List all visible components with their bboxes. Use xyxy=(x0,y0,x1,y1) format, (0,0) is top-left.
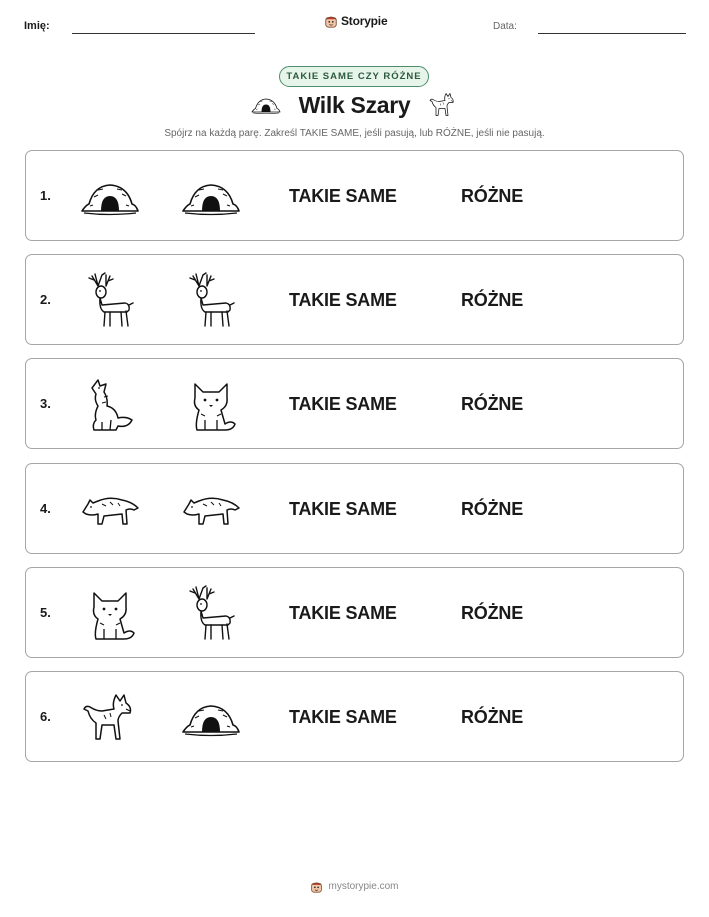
option-same[interactable]: TAKIE SAME xyxy=(289,603,397,623)
date-label: Data: xyxy=(493,21,517,32)
deer-icon xyxy=(181,585,241,643)
pair-row xyxy=(25,358,684,449)
date-field-line[interactable] xyxy=(538,33,686,34)
option-same[interactable]: TAKIE SAME xyxy=(289,499,397,519)
prowling-wolf-icon xyxy=(181,481,241,539)
brand-logo xyxy=(324,14,387,28)
pair-row xyxy=(25,463,684,554)
den-icon xyxy=(80,168,140,226)
pair-number: 2. xyxy=(40,292,51,307)
worksheet-header xyxy=(0,0,709,50)
storypie-logo-icon xyxy=(324,14,338,28)
howling-wolf-icon xyxy=(80,376,140,434)
option-different[interactable]: RÓŻNE xyxy=(461,707,524,727)
pair-row xyxy=(25,671,684,762)
option-different[interactable]: RÓŻNE xyxy=(461,394,524,414)
page-title: Wilk Szary xyxy=(298,91,411,118)
den-icon xyxy=(181,168,241,226)
storypie-logo-icon xyxy=(310,880,323,893)
option-different[interactable]: RÓŻNE xyxy=(461,290,524,310)
pair-number: 1. xyxy=(40,188,51,203)
option-same[interactable]: TAKIE SAME xyxy=(289,186,397,206)
brand-name: Storypie xyxy=(341,14,388,28)
name-field-line[interactable] xyxy=(72,33,255,34)
den-icon xyxy=(251,95,281,115)
footer-url: mystorypie.com xyxy=(328,881,399,892)
pair-row xyxy=(25,254,684,345)
option-same[interactable]: TAKIE SAME xyxy=(289,290,397,310)
pair-row xyxy=(25,567,684,658)
sitting-wolf-icon xyxy=(181,376,241,434)
deer-icon xyxy=(80,272,140,330)
name-label: Imię: xyxy=(24,20,50,32)
instructions: Spójrz na każdą parę. Zakreśl TAKIE SAME, jeśli pasują, lub RÓŻNE, jeśli nie pasują. xyxy=(164,128,545,139)
pair-number: 3. xyxy=(40,396,51,411)
option-different[interactable]: RÓŻNE xyxy=(461,499,524,519)
option-different[interactable]: RÓŻNE xyxy=(461,603,524,623)
option-different[interactable]: RÓŻNE xyxy=(461,186,524,206)
sitting-wolf-icon xyxy=(80,585,140,643)
footer xyxy=(0,880,709,893)
pair-number: 5. xyxy=(40,605,51,620)
deer-icon xyxy=(181,272,241,330)
option-same[interactable]: TAKIE SAME xyxy=(289,707,397,727)
standing-wolf-icon xyxy=(428,90,458,120)
option-same[interactable]: TAKIE SAME xyxy=(289,394,397,414)
standing-wolf-icon xyxy=(80,689,140,747)
pair-row xyxy=(25,150,684,241)
prowling-wolf-icon xyxy=(80,481,140,539)
pair-number: 4. xyxy=(40,501,51,516)
activity-badge: TAKIE SAME CZY RÓŻNE xyxy=(279,66,429,87)
pair-number: 6. xyxy=(40,709,51,724)
title-row xyxy=(0,90,709,120)
den-icon xyxy=(181,689,241,747)
